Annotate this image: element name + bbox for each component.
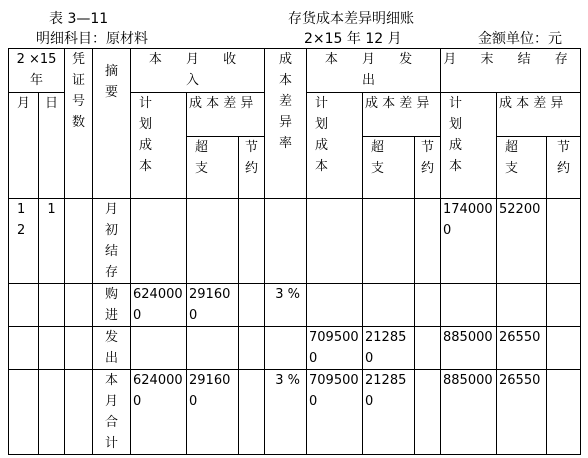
row-voucher xyxy=(65,327,93,370)
table-row xyxy=(9,199,581,284)
row-rec-save xyxy=(239,370,265,455)
row-rate: 3 % xyxy=(265,370,307,455)
variance-rate-header: 成本差异率 xyxy=(265,49,307,199)
row-end-over: 26550 xyxy=(497,370,547,455)
row-iss-over xyxy=(363,199,415,284)
row-rec-plan xyxy=(131,199,187,284)
year-header: 2 ×15 年 xyxy=(9,49,65,93)
row-iss-save xyxy=(415,370,441,455)
row-day: 1 xyxy=(39,199,65,284)
day-header: 日 xyxy=(39,93,65,199)
row-summary: 发出 xyxy=(93,327,131,370)
row-iss-save xyxy=(415,284,441,327)
row-rec-save xyxy=(239,327,265,370)
row-voucher xyxy=(65,370,93,455)
row-summary: 购进 xyxy=(93,284,131,327)
issue-over-header: 超支 xyxy=(363,137,415,199)
summary-header: 摘要 xyxy=(93,49,131,199)
row-day xyxy=(39,284,65,327)
row-end-save xyxy=(547,284,581,327)
receipt-header: 本 月 收 入 xyxy=(131,49,265,93)
row-rec-plan xyxy=(131,327,187,370)
table-row xyxy=(9,284,581,327)
row-iss-plan: 7095000 xyxy=(307,327,363,370)
ending-plan-cost-header: 计划成本 xyxy=(441,93,497,199)
ending-over-header: 超支 xyxy=(497,137,547,199)
ending-header: 月 末 结 存 xyxy=(441,49,581,93)
table-row xyxy=(9,370,581,455)
unit-label: 金额单位：元 xyxy=(478,31,562,47)
row-iss-plan xyxy=(307,284,363,327)
row-summary: 月初结存 xyxy=(93,199,131,284)
row-rec-over: 291600 xyxy=(187,284,239,327)
table-number: 表 3—11 xyxy=(49,11,109,27)
row-end-save xyxy=(547,327,581,370)
issue-cost-diff-header: 成 本 差 异 xyxy=(363,93,441,137)
row-rec-over xyxy=(187,327,239,370)
row-voucher xyxy=(65,199,93,284)
row-voucher xyxy=(65,284,93,327)
row-iss-over: 212850 xyxy=(363,327,415,370)
row-day xyxy=(39,370,65,455)
row-iss-plan: 7095000 xyxy=(307,370,363,455)
cost-variance-ledger-table xyxy=(8,48,581,455)
issue-plan-cost-header: 计划成本 xyxy=(307,93,363,199)
row-rec-plan: 6240000 xyxy=(131,284,187,327)
row-iss-over: 212850 xyxy=(363,370,415,455)
ending-cost-diff-header: 成 本 差 异 xyxy=(497,93,581,137)
row-end-over xyxy=(497,284,547,327)
row-end-plan: 885000 xyxy=(441,370,497,455)
row-month xyxy=(9,327,39,370)
ending-save-header: 节约 xyxy=(547,137,581,199)
row-iss-plan xyxy=(307,199,363,284)
receipt-over-header: 超支 xyxy=(187,137,239,199)
row-iss-save xyxy=(415,199,441,284)
row-month: 12 xyxy=(9,199,39,284)
row-end-plan: 1740000 xyxy=(441,199,497,284)
ledger-title: 存货成本差异明细账 xyxy=(288,11,414,27)
row-iss-save xyxy=(415,327,441,370)
row-rate xyxy=(265,327,307,370)
row-end-plan xyxy=(441,284,497,327)
issue-header: 本 月 发 出 xyxy=(307,49,441,93)
receipt-cost-diff-header: 成 本 差 异 xyxy=(187,93,265,137)
row-rec-over xyxy=(187,199,239,284)
period-label: 2×15 年 12 月 xyxy=(304,31,402,47)
row-end-over: 52200 xyxy=(497,199,547,284)
row-rate xyxy=(265,199,307,284)
voucher-header: 凭证号数 xyxy=(65,49,93,199)
row-month xyxy=(9,284,39,327)
row-summary: 本月合计 xyxy=(93,370,131,455)
account-label: 明细科目：原材料 xyxy=(36,31,148,47)
row-iss-over xyxy=(363,284,415,327)
row-month xyxy=(9,370,39,455)
receipt-save-header: 节约 xyxy=(239,137,265,199)
issue-save-header: 节约 xyxy=(415,137,441,199)
row-rec-save xyxy=(239,199,265,284)
month-header: 月 xyxy=(9,93,39,199)
row-rec-plan: 6240000 xyxy=(131,370,187,455)
row-day xyxy=(39,327,65,370)
row-end-plan: 885000 xyxy=(441,327,497,370)
receipt-plan-cost-header: 计划成本 xyxy=(131,93,187,199)
table-row xyxy=(9,327,581,370)
row-end-save xyxy=(547,370,581,455)
row-rec-over: 291600 xyxy=(187,370,239,455)
row-end-over: 26550 xyxy=(497,327,547,370)
row-rec-save xyxy=(239,284,265,327)
row-rate: 3 % xyxy=(265,284,307,327)
row-end-save xyxy=(547,199,581,284)
